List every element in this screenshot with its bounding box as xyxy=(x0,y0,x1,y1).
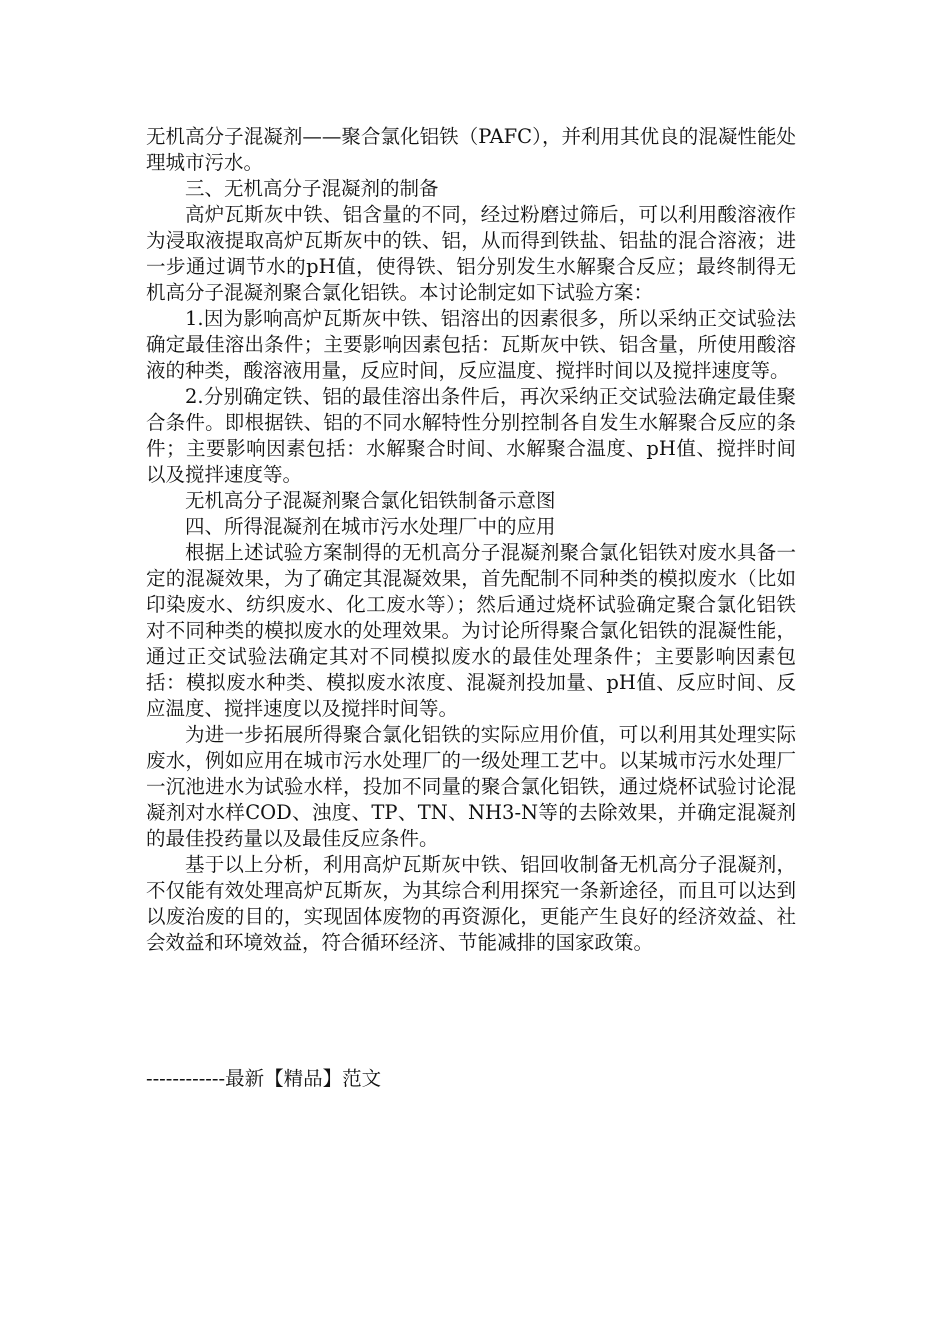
page-footer: ------------最新【精品】范文 xyxy=(146,1067,382,1090)
paragraph-preparation-method: 高炉瓦斯灰中铁、铝含量的不同，经过粉磨过筛后，可以利用酸溶液作为浸取液提取高炉瓦斯灰中的铁、铝，从而得到铁盐、铝盐的混合溶液；进一步通过调节水的pH值，使得铁、铝分别发生水解聚合反应；最终制得无机高分子混凝剂聚合氯化铝铁。本讨论制定如下试验方案： xyxy=(146,203,796,304)
section-heading-application: 四、所得混凝剂在城市污水处理厂中的应用 xyxy=(185,515,556,538)
paragraph-conclusion: 基于以上分析，利用高炉瓦斯灰中铁、铝回收制备无机高分子混凝剂，不仅能有效处理高炉瓦斯灰，为其综合利用探究一条新途径，而且可以达到以废治废的目的，实现固体废物的再资源化，更能产生良好的经济效益、社会效益和环境效益，符合循环经济、节能减排的国家政策。 xyxy=(146,853,796,954)
document-body xyxy=(146,124,796,956)
paragraph-real-wastewater: 为进一步拓展所得聚合氯化铝铁的实际应用价值，可以利用其处理实际废水，例如应用在城市污水处理厂的一级处理工艺中。以某城市污水处理厂一沉池进水为试验水样，投加不同量的聚合氯化铝铁，通过烧杯试验讨论混凝剂对水样COD、浊度、TP、TN、NH3-N等的去除效果，并确定混凝剂的最佳投药量以及最佳反应条件。 xyxy=(146,723,796,850)
figure-caption: 无机高分子混凝剂聚合氯化铝铁制备示意图 xyxy=(185,489,556,512)
paragraph-simulated-wastewater: 根据上述试验方案制得的无机高分子混凝剂聚合氯化铝铁对废水具备一定的混凝效果，为了确定其混凝效果，首先配制不同种类的模拟废水（比如印染废水、纺织废水、化工废水等）；然后通过烧杯试验确定聚合氯化铝铁对不同种类的模拟废水的处理效果。为讨论所得聚合氯化铝铁的混凝性能，通过正交试验法确定其对不同模拟废水的最佳处理条件；主要影响因素包括：模拟废水种类、模拟废水浓度、混凝剂投加量、pH值、反应时间、反应温度、搅拌速度以及搅拌时间等。 xyxy=(146,541,796,720)
paragraph-step-2: 2.分别确定铁、铝的最佳溶出条件后，再次采纳正交试验法确定最佳聚合条件。即根据铁、铝的不同水解特性分别控制各自发生水解聚合反应的条件；主要影响因素包括：水解聚合时间、水解聚合温度、pH值、搅拌时间以及搅拌速度等。 xyxy=(146,385,796,486)
section-heading-preparation: 三、无机高分子混凝剂的制备 xyxy=(185,177,439,200)
paragraph-step-1: 1.因为影响高炉瓦斯灰中铁、铝溶出的因素很多，所以采纳正交试验法确定最佳溶出条件；主要影响因素包括：瓦斯灰中铁、铝含量，所使用酸溶液的种类，酸溶液用量，反应时间，反应温度、搅拌时间以及搅拌速度等。 xyxy=(146,307,796,382)
paragraph-intro-continuation: 无机高分子混凝剂——聚合氯化铝铁（PAFC），并利用其优良的混凝性能处理城市污水。 xyxy=(146,125,796,174)
